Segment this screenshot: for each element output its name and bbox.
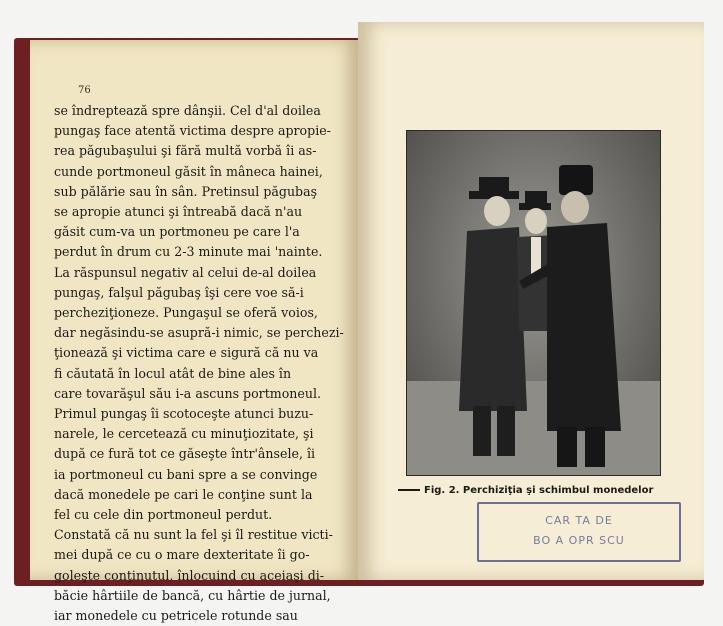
text-line: ţionează şi victima care e sigură că nu va (54, 345, 319, 361)
text-line: pungaş, falşul păgubaş îşi cere voe să-i (54, 284, 304, 300)
text-line: dacă monedele pe cari le conţine sunt la (54, 486, 313, 502)
text-line: sub pălărie sau în sân. Pretinsul păgubaş (54, 183, 318, 199)
text-line: care tovarăşul său i-a ascuns portmoneul. (54, 385, 321, 401)
text-line: Primul pungaş îi scotoceşte atunci buzu- (54, 406, 314, 422)
stamp-line-2: BO A OPR SCU (533, 534, 625, 547)
text-line: Constată că nu sunt la fel şi îl restitue victi- (54, 527, 333, 543)
text-line: cunde portmoneul găsit în mâneca hainei, (54, 163, 323, 179)
text-line: rea păgubaşului şi fără multă vorbă îi as- (54, 143, 317, 159)
text-line: se apropie atunci şi întreabă dacă n'au (54, 204, 303, 220)
text-line: fi căutată în locul atât de bine ales în (54, 365, 292, 381)
text-line: perdut în drum cu 2-3 minute mai 'nainte. (54, 244, 323, 260)
library-stamp (477, 502, 681, 562)
text-line: narele, le cercetează cu minuţiozitate, şi (54, 426, 314, 442)
text-line: percheziţioneze. Pungaşul se oferă voios, (54, 305, 318, 321)
caption-rule (398, 489, 420, 491)
text-line: dar negăsindu-se asupră-i nimic, se perchezi- (54, 325, 344, 341)
text-line: găsit cum-va un portmoneu pe care l'a (54, 224, 300, 240)
text-line: se îndreptează spre dânşii. Cel d'al doilea (54, 103, 321, 118)
figure-photograph (406, 130, 661, 476)
body-text (54, 101, 345, 626)
caption-text: Fig. 2. Perchiziţia şi schimbul monedelor (424, 485, 654, 496)
text-line: iar monedele cu petricele rotunde sau (54, 608, 298, 624)
text-line: La răspunsul negativ al celui de-al doilea (54, 264, 317, 280)
figure-caption (398, 485, 698, 496)
text-line: mei după ce cu o mare dexteritate îi go- (54, 547, 310, 563)
stamp-line-1: CAR TA DE (545, 514, 613, 527)
text-line: pungaş face atentă victima despre apropie- (54, 123, 331, 139)
text-line: după ce fură tot ce găseşte într'ânsele, îi (54, 446, 316, 462)
text-line: ia portmoneul cu bani spre a se convinge (54, 466, 318, 482)
text-line: băcie hârtiile de bancă, cu hârtie de jurnal, (54, 587, 331, 603)
text-line: fel cu cele din portmoneul perdut. (54, 507, 273, 523)
page-number: 76 (78, 85, 91, 96)
text-line: goleşte conţinutul, înlocuind cu aceiaşi di- (54, 567, 325, 583)
photo-illustration (407, 131, 660, 475)
